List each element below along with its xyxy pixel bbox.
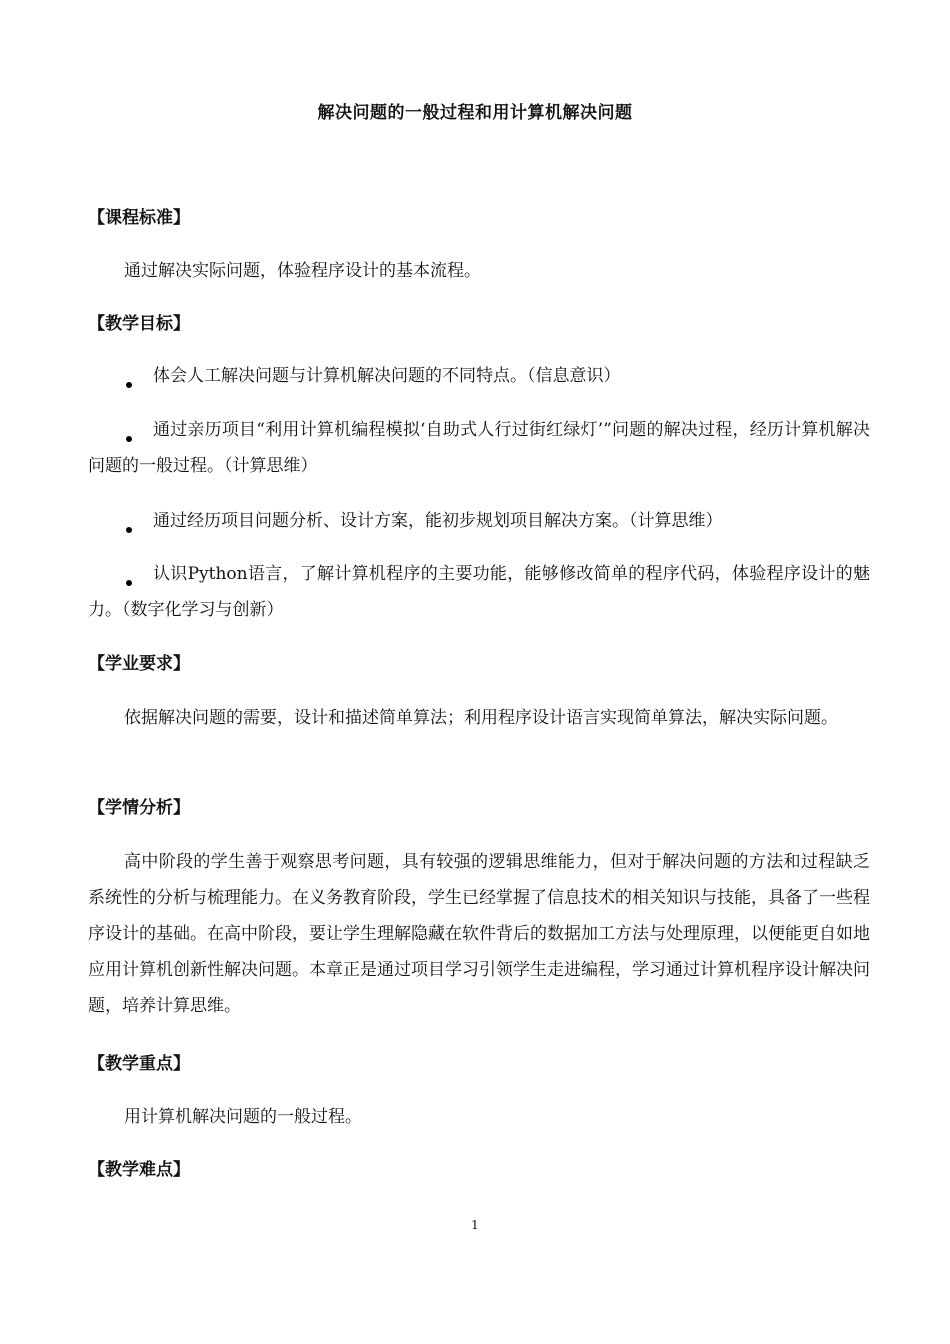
objective-item: 通过亲历项目“利用计算机编程模拟‘自助式人行过街红绿灯’”问题的解决过程，经历计算机解决问题的一般过程。（计算思维） <box>88 420 870 476</box>
objective-item: 认识Python语言，了解计算机程序的主要功能，能够修改简单的程序代码，体验程序设计的魅力。（数字化学习与创新） <box>88 564 870 620</box>
heading-curriculum-standard: 【课程标准】 <box>88 208 190 228</box>
objective-item: 通过经历项目问题分析、设计方案，能初步规划项目解决方案。（计算思维） <box>153 511 723 531</box>
heading-teaching-objectives: 【教学目标】 <box>88 314 190 334</box>
teaching-focus-text: 用计算机解决问题的一般过程。 <box>124 1107 362 1127</box>
learner-analysis-text: 高中阶段的学生善于观察思考问题，具有较强的逻辑思维能力，但对于解决问题的方法和过程缺乏系统性的分析与梳理能力。在义务教育阶段，学生已经掌握了信息技术的相关知识与技能，具备了一些程序设计的基础。在高中阶段，要让学生理解隐藏在软件背后的数据加工方法与处理原理，以便能更自如地应用计算机创新性解决问题。本章正是通过项目学习引领学生走进编程，学习通过计算机程序设计解决问题，培养计算思维。 <box>88 852 870 1016</box>
objective-item: 体会人工解决问题与计算机解决问题的不同特点。（信息意识） <box>153 366 621 386</box>
heading-teaching-difficulty: 【教学难点】 <box>88 1160 190 1180</box>
heading-academic-requirements: 【学业要求】 <box>88 654 190 674</box>
heading-learner-analysis: 【学情分析】 <box>88 798 190 818</box>
heading-teaching-focus: 【教学重点】 <box>88 1054 190 1074</box>
page-number: 1 <box>471 1218 479 1232</box>
document-title: 解决问题的一般过程和用计算机解决问题 <box>317 103 633 123</box>
academic-requirements-text: 依据解决问题的需要，设计和描述简单算法；利用程序设计语言实现简单算法，解决实际问题。 <box>124 708 838 728</box>
curriculum-standard-text: 通过解决实际问题，体验程序设计的基本流程。 <box>124 261 481 281</box>
